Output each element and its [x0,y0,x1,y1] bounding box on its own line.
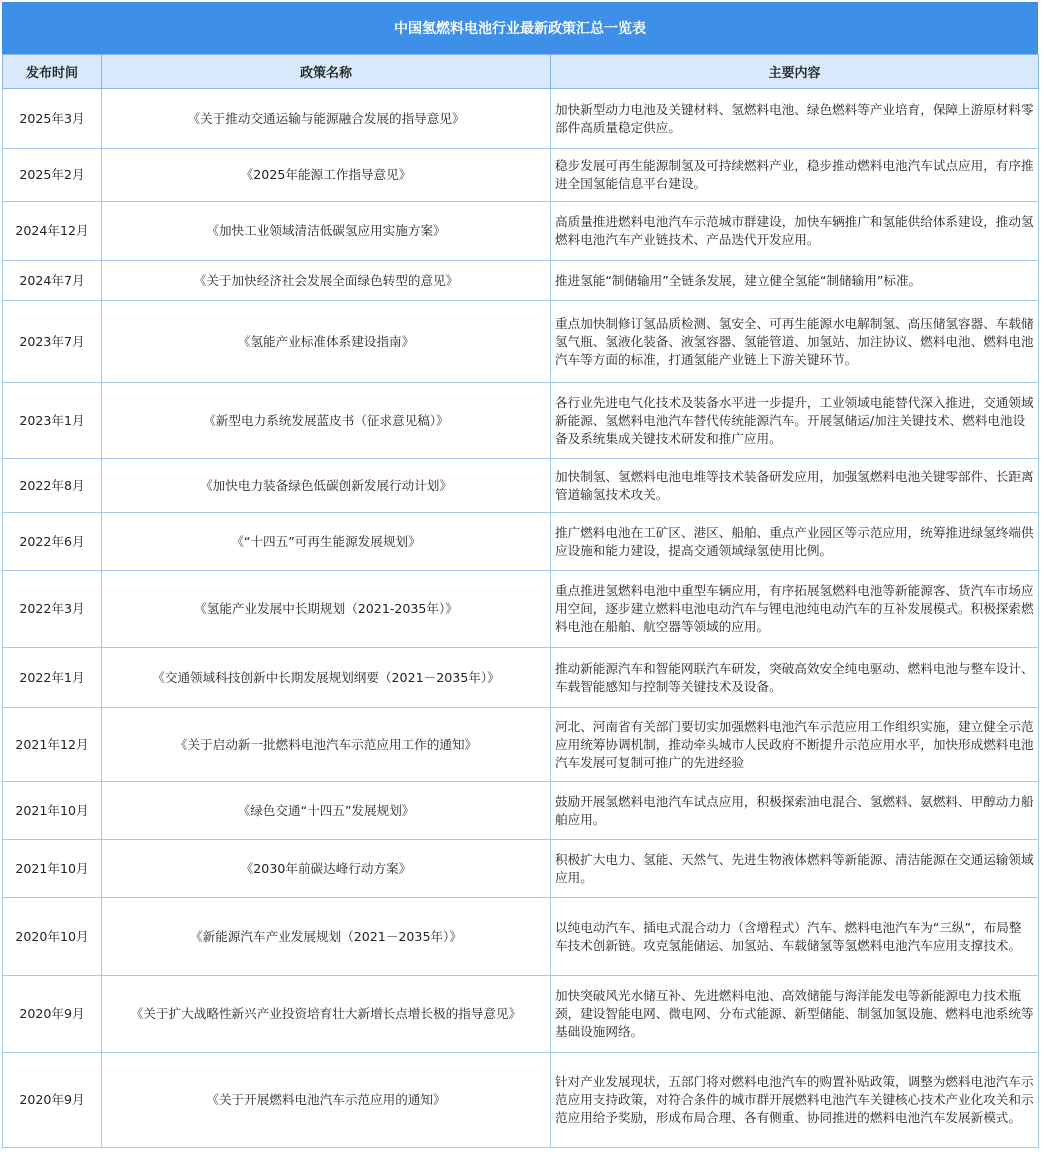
row-content: 针对产业发展现状，五部门将对燃料电池汽车的购置补贴政策，调整为燃料电池汽车示范应用支持政策，对符合条件的城市群开展燃料电池汽车关键核心技术产业化攻关和示范应用给予奖励，形成布局合理、各有侧重、协同推进的燃料电池汽车发展新模式。 [551,1053,1039,1148]
table-title: 中国氢燃料电池行业最新政策汇总一览表 [2,2,1038,54]
table-row [3,648,1039,708]
policy-table [2,54,1039,1148]
row-policy-name: 《新型电力系统发展蓝皮书（征求意见稿）》 [102,383,551,459]
row-date: 2021年10月 [3,840,102,898]
row-policy-name: 《加快电力装备绿色低碳创新发展行动计划》 [102,459,551,513]
table-row [3,261,1039,301]
row-content: 积极扩大电力、氢能、天然气、先进生物液体燃料等新能源、清洁能源在交通运输领域应用。 [551,840,1039,898]
row-policy-name: 《氢能产业标准体系建设指南》 [102,301,551,383]
row-policy-name: 《关于加快经济社会发展全面绿色转型的意见》 [102,261,551,301]
row-date: 2022年1月 [3,648,102,708]
table-row [3,89,1039,149]
header-policy-name: 政策名称 [102,55,551,89]
row-content: 推广燃料电池在工矿区、港区、船舶、重点产业园区等示范应用，统筹推进绿氢终端供应设施和能力建设，提高交通领域绿氢使用比例。 [551,513,1039,571]
row-content: 加快突破风光水储互补、先进燃料电池、高效储能与海洋能发电等新能源电力技术瓶颈，建设智能电网、微电网、分布式能源、新型储能、制氢加氢设施、燃料电池系统等基础设施网络。 [551,976,1039,1053]
row-date: 2020年10月 [3,898,102,976]
row-content: 重点推进氢燃料电池中重型车辆应用，有序拓展氢燃料电池等新能源客、货汽车市场应用空间，逐步建立燃料电池电动汽车与锂电池纯电动汽车的互补发展模式。积极探索燃料电池在船舶、航空器等领域的应用。 [551,571,1039,648]
row-policy-name: 《交通领域科技创新中长期发展规划纲要（2021－2035年）》 [102,648,551,708]
row-date: 2023年1月 [3,383,102,459]
header-main-content: 主要内容 [551,55,1039,89]
row-content: 以纯电动汽车、插电式混合动力（含增程式）汽车、燃料电池汽车为“三纵”，布局整车技术创新链。攻克氢能储运、加氢站、车载储氢等氢燃料电池汽车应用支撑技术。 [551,898,1039,976]
table-row [3,383,1039,459]
table-row [3,708,1039,782]
row-date: 2024年12月 [3,202,102,261]
header-row [3,55,1039,89]
table-row [3,301,1039,383]
row-date: 2024年7月 [3,261,102,301]
table-row [3,840,1039,898]
row-content: 河北、河南省有关部门要切实加强燃料电池汽车示范应用工作组织实施，建立健全示范应用统筹协调机制，推动牵头城市人民政府不断提升示范应用水平，加快形成燃料电池汽车发展可复制可推广的先进经验 [551,708,1039,782]
row-policy-name: 《新能源汽车产业发展规划（2021－2035年）》 [102,898,551,976]
row-date: 2020年9月 [3,1053,102,1148]
row-content: 推动新能源汽车和智能网联汽车研发，突破高效安全纯电驱动、燃料电池与整车设计、车载智能感知与控制等关键技术及设备。 [551,648,1039,708]
table-row [3,898,1039,976]
table-row [3,976,1039,1053]
table-row [3,202,1039,261]
row-date: 2022年6月 [3,513,102,571]
row-date: 2021年10月 [3,782,102,840]
row-content: 稳步发展可再生能源制氢及可持续燃料产业，稳步推动燃料电池汽车试点应用，有序推进全国氢能信息平台建设。 [551,149,1039,202]
row-policy-name: 《关于启动新一批燃料电池汽车示范应用工作的通知》 [102,708,551,782]
row-policy-name: 《氢能产业发展中长期规划（2021-2035年）》 [102,571,551,648]
row-policy-name: 《“十四五”可再生能源发展规划》 [102,513,551,571]
row-policy-name: 《绿色交通“十四五”发展规划》 [102,782,551,840]
row-policy-name: 《关于推动交通运输与能源融合发展的指导意见》 [102,89,551,149]
row-policy-name: 《2030年前碳达峰行动方案》 [102,840,551,898]
row-date: 2022年3月 [3,571,102,648]
table-row [3,571,1039,648]
row-date: 2025年2月 [3,149,102,202]
row-date: 2021年12月 [3,708,102,782]
row-content: 推进氢能“制储输用”全链条发展，建立健全氢能“制储输用”标准。 [551,261,1039,301]
table-row [3,149,1039,202]
row-date: 2020年9月 [3,976,102,1053]
row-content: 各行业先进电气化技术及装备水平进一步提升，工业领域电能替代深入推进，交通领域新能源、氢燃料电池汽车替代传统能源汽车。开展氢储运/加注关键技术、燃料电池设备及系统集成关键技术研发和推广应用。 [551,383,1039,459]
row-policy-name: 《关于开展燃料电池汽车示范应用的通知》 [102,1053,551,1148]
row-content: 加快新型动力电池及关键材料、氢燃料电池、绿色燃料等产业培育，保障上游原材料零部件高质量稳定供应。 [551,89,1039,149]
row-date: 2025年3月 [3,89,102,149]
table-row [3,782,1039,840]
table-row [3,1053,1039,1148]
row-date: 2023年7月 [3,301,102,383]
row-policy-name: 《关于扩大战略性新兴产业投资培育壮大新增长点增长极的指导意见》 [102,976,551,1053]
row-date: 2022年8月 [3,459,102,513]
page [0,2,1044,1164]
row-content: 重点加快制修订氢品质检测、氢安全、可再生能源水电解制氢、高压储氢容器、车载储氢气瓶、氢液化装备、液氢容器、氢能管道、加氢站、加注协议、燃料电池、燃料电池汽车等方面的标准，打通氢能产业链上下游关键环节。 [551,301,1039,383]
header-date: 发布时间 [3,55,102,89]
table-row [3,513,1039,571]
table-row [3,459,1039,513]
row-content: 高质量推进燃料电池汽车示范城市群建设，加快车辆推广和氢能供给体系建设，推动氢燃料电池汽车产业链技术、产品迭代开发应用。 [551,202,1039,261]
row-content: 加快制氢、氢燃料电池电堆等技术装备研发应用，加强氢燃料电池关键零部件、长距离管道输氢技术攻关。 [551,459,1039,513]
row-policy-name: 《加快工业领域清洁低碳氢应用实施方案》 [102,202,551,261]
row-policy-name: 《2025年能源工作指导意见》 [102,149,551,202]
row-content: 鼓励开展氢燃料电池汽车试点应用，积极探索油电混合、氢燃料、氨燃料、甲醇动力船舶应用。 [551,782,1039,840]
